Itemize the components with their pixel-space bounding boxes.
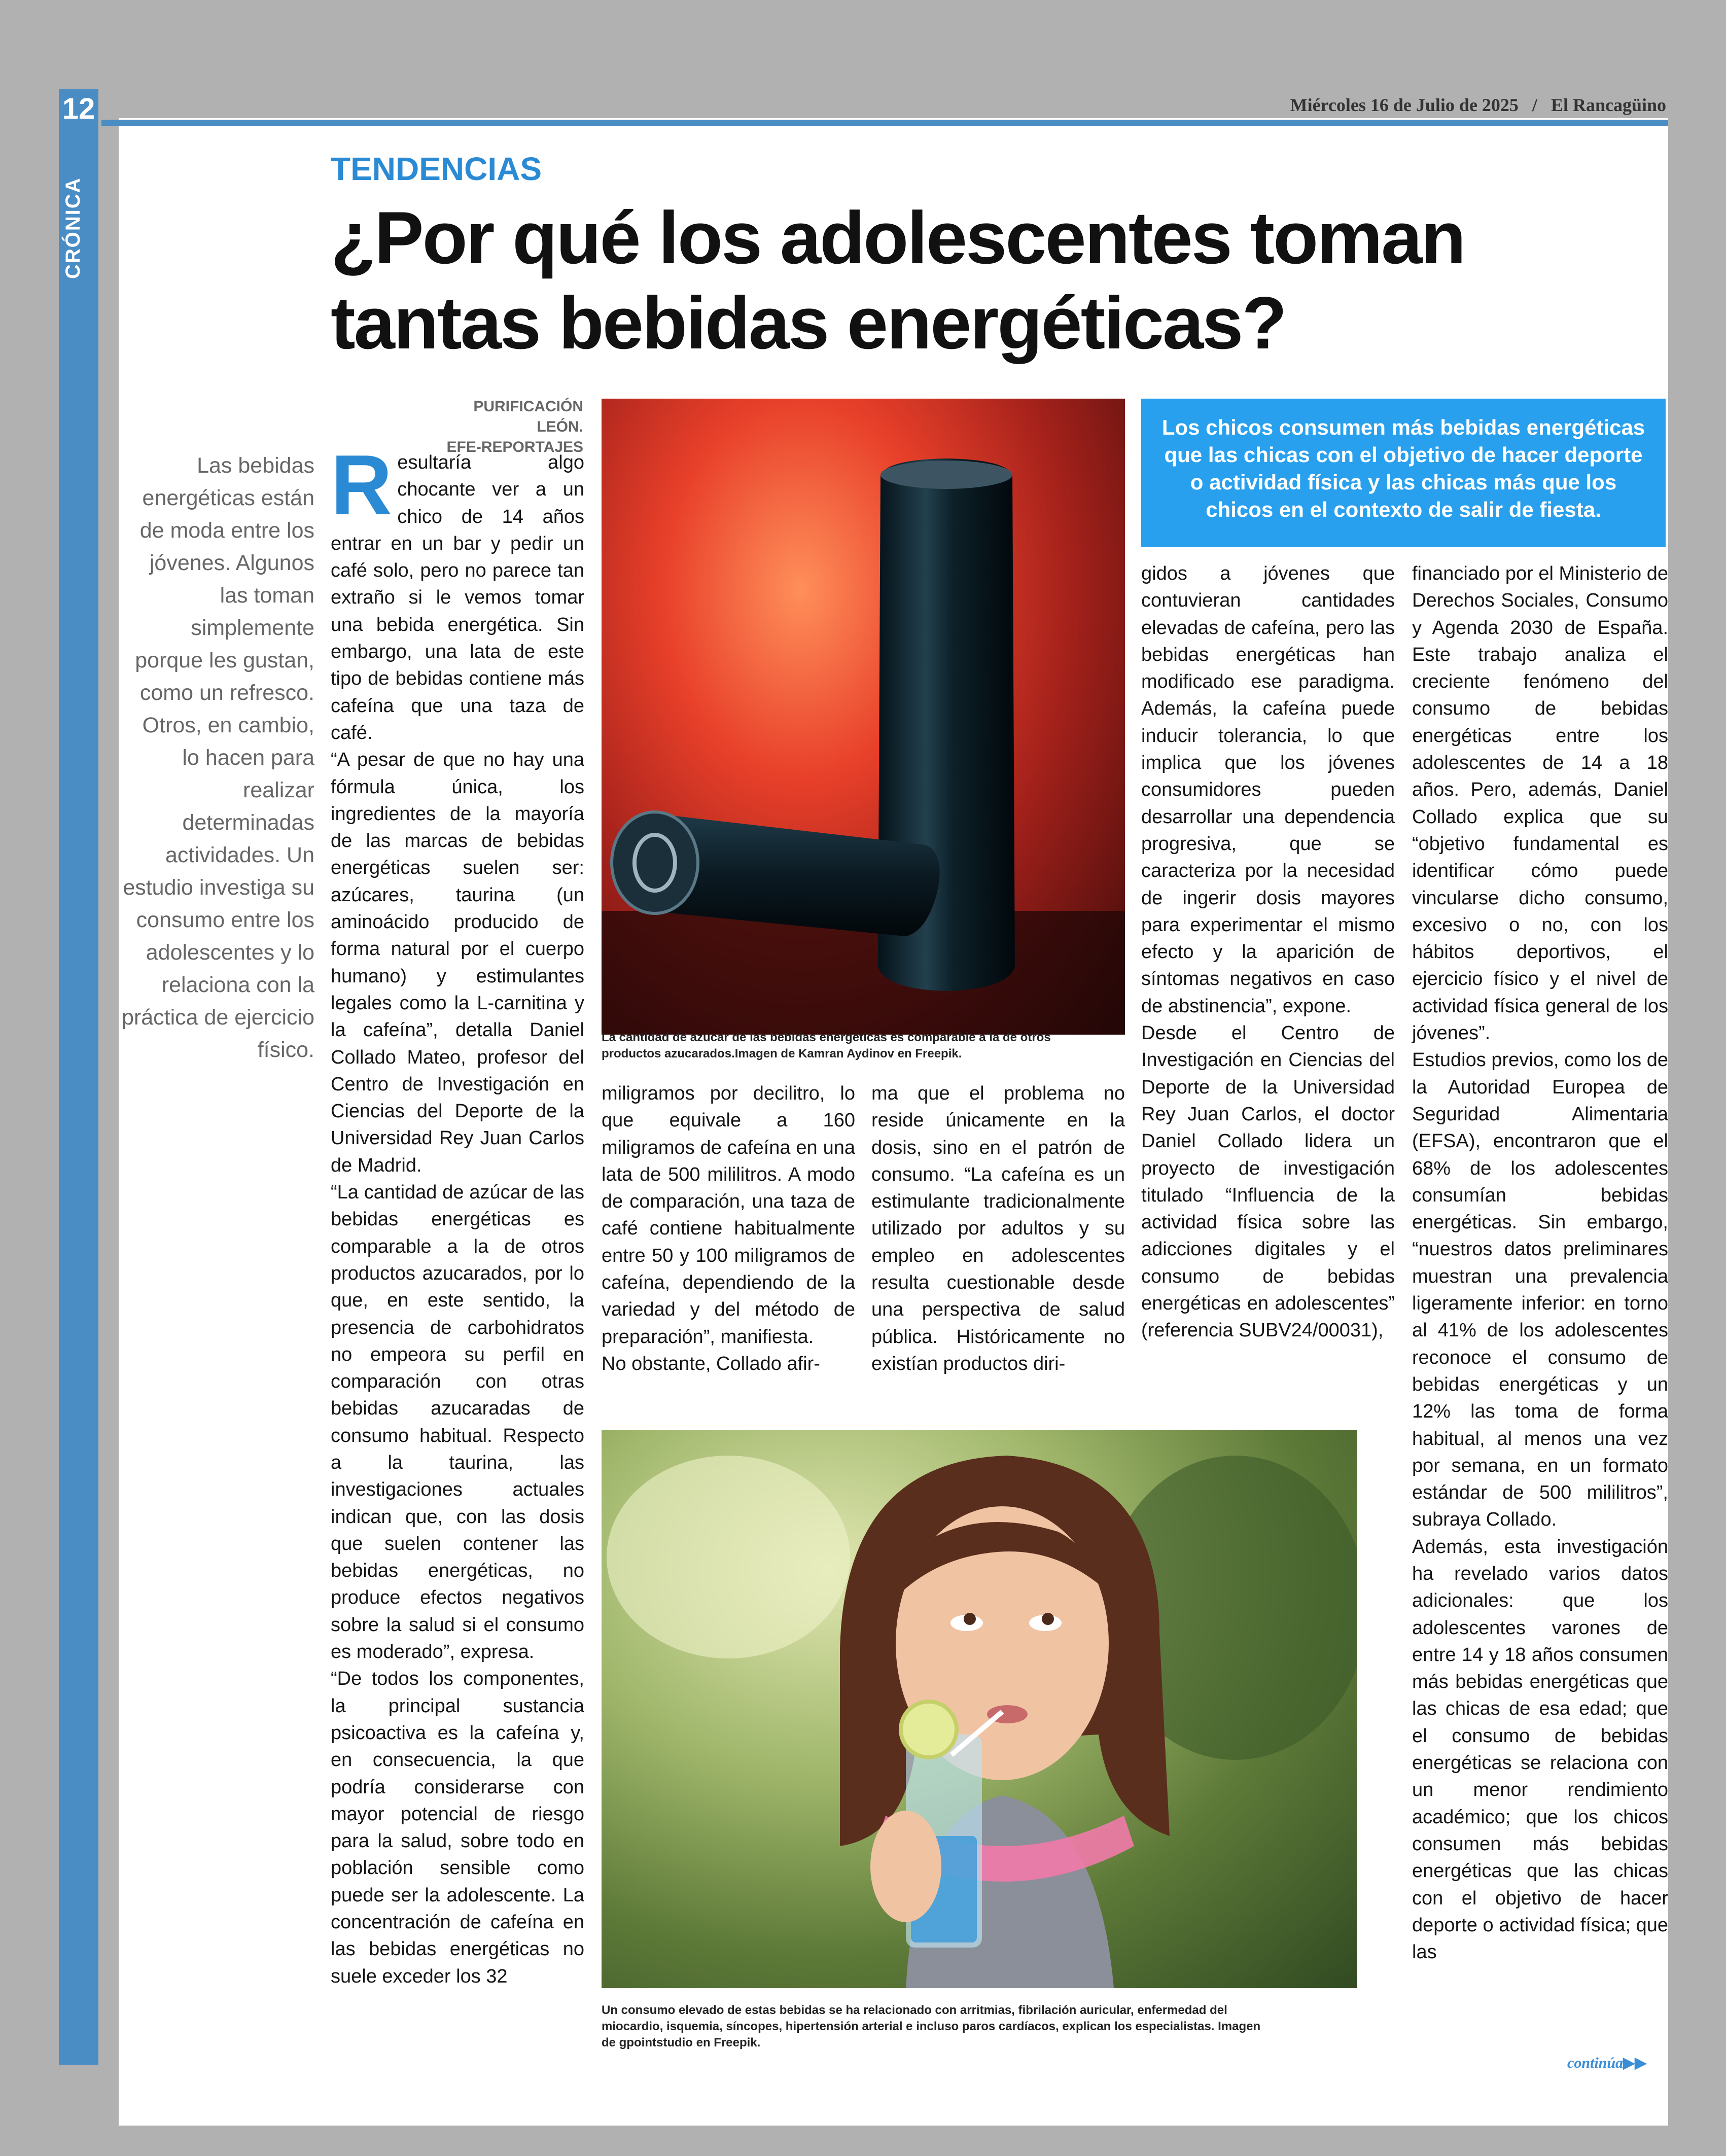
paragraph: esultaría algo chocante ver a un chico de 14 años entrar en un bar y pedir un café solo, pero no parece tan extraño si le vemos tomar una bebida energética. Sin embargo, una lata de este tipo de bebidas contiene más cafeína que una taza de café. (331, 452, 584, 744)
article-column-2 (602, 1080, 855, 1395)
article-column-3 (871, 1080, 1125, 1395)
paragraph: “La cantidad de azúcar de las bebidas energéticas es comparable a la de otros productos azucarados, por lo que, en este sentido, la presencia de carbohidratos no empeora su perfil en comparación con otras bebidas azucaradas de consumo habitual. Respecto a la taurina, las investigaciones actuales indican que, con las dosis que suelen contener las bebidas energéticas, no produce efectos negativos sobre la salud si el consumo es moderado”, expresa. (331, 1182, 584, 1663)
header-rule (101, 120, 1668, 126)
continued-marker (1567, 2054, 1646, 2072)
date-text: Miércoles 16 de Julio de 2025 (1290, 95, 1519, 115)
continued-arrow-icon: ▶▶ (1623, 2055, 1647, 2071)
article-column-5 (1412, 560, 1668, 2021)
paragraph: financiado por el Ministerio de Derechos Sociales, Consumo y Agenda 2030 de España. Este trabajo analiza el creciente fenómeno del consumo de bebidas energéticas entre los adolescentes de 14 a 18 años. Pero, además, Daniel Collado explica que su “objetivo fundamental es identificar cómo puede vincularse dicho consumo, excesivo o no, con los hábitos deportivos, el ejercicio físico y el nivel de actividad física general de los jóvenes”. (1412, 563, 1668, 1044)
article-lead: Las bebidas energéticas están de moda entre los jóvenes. Algunos las toman simplemente porque les gustan, como un refresco. Otros, en cambio, lo hacen para realizar determinadas actividades. Un estudio investiga su consumo entre los adolescentes y lo relaciona con la práctica de ejercicio físico. (122, 453, 315, 1062)
dateline (1290, 94, 1666, 116)
energy-drink-cans-photo (602, 399, 1125, 1035)
paragraph: Estudios previos, como los de la Autoridad Europea de Seguridad Alimentaria (EFSA), encontraron que el 68% de los adolescentes consumían bebidas energéticas. Sin embargo, “nuestros datos preliminares muestran una prevalencia ligeramente inferior: en torno al 41% de los adolescentes reconoce el consumo de bebidas energéticas y un 12% las toma de forma habitual, al menos una vez por semana, en un formato estándar de 500 mililitros”, subraya Collado. (1412, 1049, 1668, 1531)
drop-cap: R (331, 437, 393, 533)
photo-caption-cans: La cantidad de azúcar de las bebidas energéticas es comparable a la de otros productos azucarados.Imagen de Kamran Aydinov en Freepik. (602, 1031, 1051, 1061)
byline-agency: EFE-REPORTAJES (446, 439, 583, 455)
girl-illustration (602, 1430, 1357, 1988)
photo-caption-girl: Un consumo elevado de estas bebidas se ha relacionado con arritmias, fibrilación auricular, enfermedad del miocardio, isquemia, síncopes, hipertensión arterial e incluso paros cardíacos, explican los especialistas. Imagen de gpointstudio en Freepik. (602, 2003, 1261, 2049)
pull-quote: Los chicos consumen más bebidas energéticas que las chicas con el objetivo de hacer deporte o actividad física y las chicas más que los chicos en el contexto de salir de fiesta. (1141, 399, 1666, 547)
paragraph: No obstante, Collado afir- (602, 1353, 820, 1374)
byline (436, 397, 583, 457)
paragraph: ma que el problema no reside únicamente en la dosis, sino en el patrón de consumo. “La cafeína es un estimulante tradicionalmente utilizado por adultos y su empleo en adolescentes resulta cuestionable desde una perspectiva de salud pública. Históricamente no existían productos diri- (871, 1083, 1125, 1374)
paragraph: Desde el Centro de Investigación en Ciencias del Deporte de la Universidad Rey Juan Carlos, el doctor Daniel Collado lidera un proyecto de investigación titulado “Influencia de la actividad física sobre las adicciones digitales y el consumo de bebidas energéticas en adolescentes” (referencia SUBV24/00031), (1141, 1022, 1395, 1341)
article-kicker: TENDENCIAS (331, 151, 542, 187)
cans-illustration (602, 399, 1125, 1035)
date-separator: / (1532, 95, 1537, 115)
paragraph: “De todos los componentes, la principal sustancia psicoactiva es la cafeína y, en consecuencia, la que podría considerarse con mayor potencial de riesgo para la salud, sobre todo en población sensible como puede ser la adolescente. La concentración de cafeína en las bebidas energéticas no suele exceder los 32 (331, 1668, 584, 1987)
byline-author: PURIFICACIÓN LEÓN. (473, 398, 583, 435)
paragraph: gidos a jóvenes que contuvieran cantidades elevadas de cafeína, pero las bebidas energéticas han modificado ese paradigma. Además, la cafeína puede inducir tolerancia, lo que implica que los jóvenes consumidores pueden desarrollar una dependencia progresiva, que se caracteriza por la necesidad de ingerir dosis mayores para experimentar el mismo efecto y la aparición de síntomas negativos en caso de abstinencia”, expone. (1141, 563, 1395, 1017)
section-sidebar (59, 89, 98, 2065)
section-label: CRÓNICA (62, 177, 84, 279)
newspaper-name: El Rancagüino (1551, 95, 1666, 115)
article-column-4 (1141, 560, 1395, 1402)
girl-drinking-photo (602, 1430, 1357, 1988)
paragraph: Además, esta investigación ha revelado varios datos adicionales: que los adolescentes varones de entre 14 y 18 años consumen más bebidas energéticas que las chicas de esa edad; que el consumo de bebidas energéticas se relaciona con un menor rendimiento académico; que los chicos consumen más bebidas energéticas que las chicas con el objetivo de hacer deporte o actividad física; que las (1412, 1536, 1668, 1963)
paragraph: miligramos por decilitro, lo que equivale a 160 miligramos de cafeína en una lata de 500 mililitros. A modo de comparación, una taza de café contiene habitualmente entre 50 y 100 miligramos de cafeína, dependiendo de la variedad y del método de preparación”, manifiesta. (602, 1083, 855, 1348)
paragraph: “A pesar de que no hay una fórmula única, los ingredientes de la mayoría de las marcas de bebidas energéticas suelen ser: azúcares, taurina (un aminoácido producido de forma natural por el cuerpo humano) y estimulantes legales como la L-carnitina y la cafeína”, detalla Daniel Collado Mateo, profesor del Centro de Investigación en Ciencias del Deporte de la Universidad Rey Juan Carlos de Madrid. (331, 749, 584, 1176)
article-headline: ¿Por qué los adolescentes toman tantas bebidas energéticas? (331, 196, 1465, 364)
page-number: 12 (62, 92, 95, 125)
continued-text: continúa (1567, 2055, 1624, 2071)
